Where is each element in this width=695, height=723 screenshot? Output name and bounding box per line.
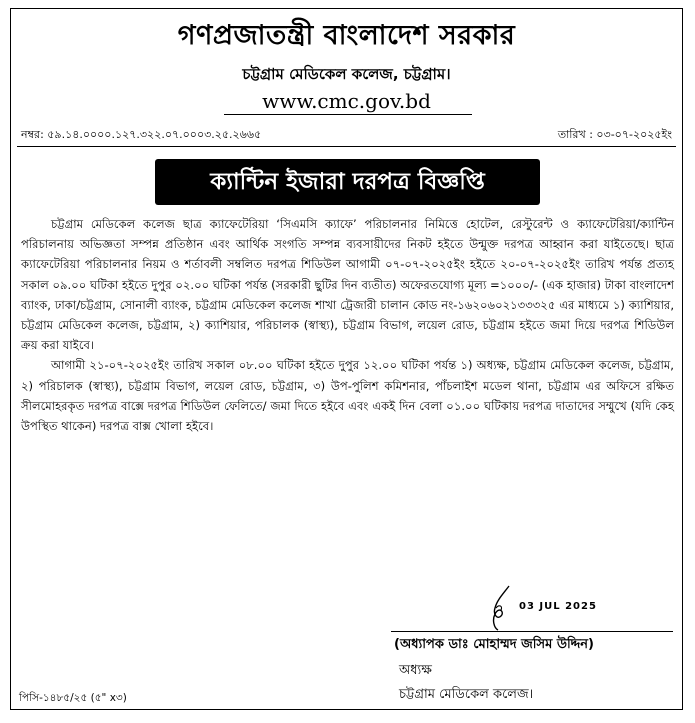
body-paragraph-2: আগামী ২১-০৭-২০২৫ইং তারিখ সকাল ০৮.০০ ঘটিকা হইতে দুপুর ১২.০০ ঘটিকা পর্যন্ত ১) অধ্যক্ষ, চট্টগ্রাম মেডিকেল কলেজ, চট্টগ্রাম, ২) পরিচালক (স্বাস্থ্য), চট্টগ্রাম বিভাগ, লয়েল রোড, চট্টগ্রাম, ৩) উপ-পুলিশ কমিশনার, পাঁচলাইশ মডেল থানা, চট্টগ্রাম এর অফিসে রক্ষিত সীলমোহরকৃত দরপত্র বাক্সে দরপত্র শিডিউল ফেলিতে/ জমা দিতে হইবে এবং একই দিন বেলা ০১.০০ ঘটিকায় দরপত্র দাতাদের সম্মুখে (যদি কেহ উপস্থিত থাকেন) দরপত্র বাক্স খোলা হইবে। — [21, 358, 674, 434]
signer-designation: অধ্যক্ষ — [399, 663, 432, 678]
notice-page — [10, 8, 683, 710]
signature-line — [391, 631, 673, 632]
publication-code: পিসি-১৪৮৫/২৫ (৫" x৩) — [19, 692, 127, 704]
signature-stamp-date: 03 JUL 2025 — [519, 601, 597, 612]
signer-organization: চট্টগ্রাম মেডিকেল কলেজ। — [399, 687, 534, 702]
notice-body — [21, 214, 674, 436]
website-link[interactable]: www.cmc.gov.bd — [262, 89, 431, 113]
body-paragraph-1: চট্টগ্রাম মেডিকেল কলেজ ছাত্র ক্যাফেটেরিয়া ‘সিএমসি ক্যাফে’ পরিচালনার নিমিত্তে হোটেল, রেস্টুরেন্ট ও ক্যাফেটেরিয়া/ক্যান্টিন পরিচালনায় অভিজ্ঞতা সম্পন্ন প্রতিষ্ঠান এবং আর্থিক সংগতি সম্পন্ন ব্যবসায়ীদের নিকট হইতে উন্মুক্ত দরপত্র আহ্বান করা যাইতেছে। ছাত্র ক্যাফেটেরিয়া পরিচালনার নিয়ম ও শর্তাবলী সম্বলিত দরপত্র শিডিউল আগামী ০৭-০৭-২০২৫ইং হইতে ২০-০৭-২০২৫ইং তারিখ পর্যন্ত প্রত্যহ সকাল ০৯.০০ ঘটিকা হইতে দুপুর ০২.০০ ঘটিকা পর্যন্ত (সরকারী ছুটির দিন ব্যতীত) অফেরতযোগ্য মূল্য =১০০০/- (এক হাজার) টাকা বাংলাদেশ ব্যাংক, ঢাকা/চট্টগ্রাম, সোনালী ব্যাংক, চট্টগ্রাম মেডিকেল কলেজ শাখা ট্রেজারী চালান কোড নং-১৬২০৬০২১৩৩৩২৫ এর মাধ্যমে ১) ক্যাশিয়ার, চট্টগ্রাম মেডিকেল কলেজ, চট্টগ্রাম, ২) ক্যাশিয়ার, পরিচালক (স্বাস্থ্য), চট্টগ্রাম বিভাগ, লয়েল রোড, চট্টগ্রাম হইতে জমা দিয়ে দরপত্র শিডিউল ক্রয় করা যাইবে। — [21, 217, 674, 353]
website-underline — [224, 114, 472, 115]
notice-title-banner: ক্যান্টিন ইজারা দরপত্র বিজ্ঞপ্তি — [155, 159, 540, 205]
government-title: গণপ্রজাতন্ত্রী বাংলাদেশ সরকার — [177, 20, 516, 51]
memo-date: তারিখ : ০৩-০৭-২০২৫ইং — [557, 128, 672, 141]
signature-mark — [479, 584, 519, 632]
reference-row — [21, 126, 672, 144]
signer-name: (অধ্যাপক ডাঃ মোহাম্মদ জসিম উদ্দিন) — [394, 637, 594, 652]
header-divider — [17, 146, 676, 147]
memo-number: নম্বর: ৫৯.১৪.০০০০.১২৭.৩২২.০৭.০০০৩.২৫.২৬৬৫ — [21, 128, 262, 141]
institution-name: চট্টগ্রাম মেডিকেল কলেজ, চট্টগ্রাম। — [242, 65, 451, 83]
